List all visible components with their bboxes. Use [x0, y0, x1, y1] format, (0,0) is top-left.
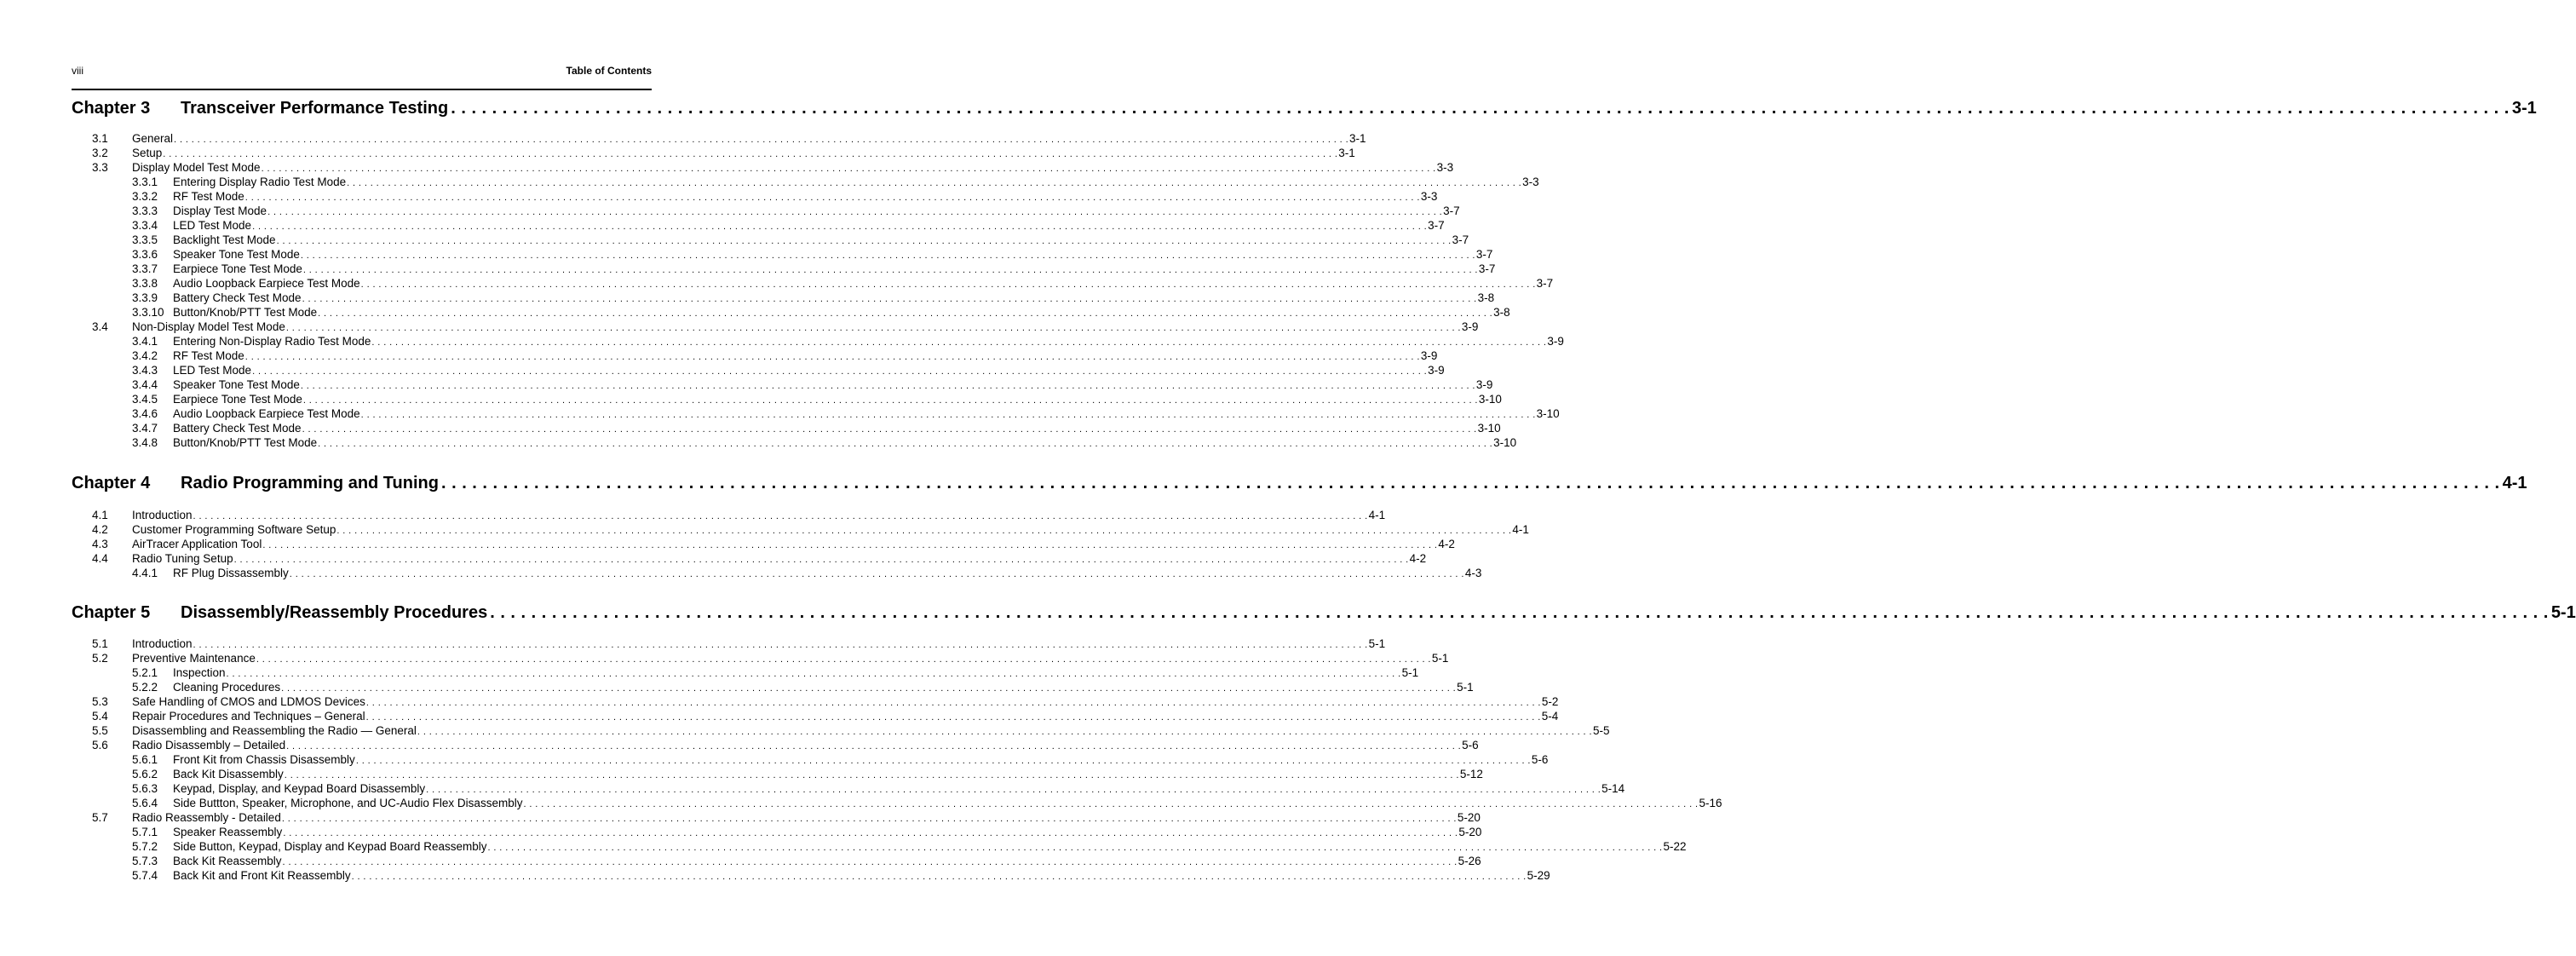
toc-entry-page: 5-26: [1458, 855, 1481, 867]
toc-entry-page: 4-2: [1438, 538, 1455, 550]
toc-entry[interactable]: [92, 636, 1386, 651]
chapter-title: Disassembly/Reassembly Procedures: [181, 603, 488, 622]
dot-leader: . . . . . . . . . . . . . . . . . . . . . . . . . . . . . . . . . . . . . . . . . . . . . . . . . . . . . . . . . . . . . . . . . . . . . . . . . . . . . . . . . . . . . . . . . . . . . . . . . . . . . . . . . . . . . . . . . . . . . . . . . . . . . . . . . . . . . . . . . . . . . . . . . . . . . . . . . . . . . . . . . . . . . . . . . . . . . . . . . . . . . . . . . . . . . . . . . . . . . . . .: [300, 251, 1475, 261]
toc-entry-title: Button/Knob/PTT Test Mode: [173, 306, 318, 319]
toc-entry-number: 4.1: [92, 509, 108, 521]
dot-leader: . . . . . . . . . . . . . . . . . . . . . . . . . . . . . . . . . . . . . . . . . . . . . . . . . . . . . . . . . . . . . . . . . . . . . . . . . . . . . . . . . . . . . . . . . . . . . . . . . . . . . . . . . . . . . . . . . . . . . . . . . . . . . . . . . . . . . . . . . . . . . . . . . . . . . . . . . . . . . . . . . . . . . . . . . . . . . . . . . . . . . . . . . . . . . . . . . . . . . . . .: [276, 236, 1452, 246]
toc-entry-page: 5-20: [1457, 811, 1481, 824]
toc-entry[interactable]: [92, 334, 1564, 348]
toc-entry-number: 3.3.9: [132, 291, 158, 304]
chapter-label: Chapter 4: [72, 474, 151, 492]
toc-entry-title: Earpiece Tone Test Mode: [173, 393, 302, 406]
toc-entry-page: 3-7: [1452, 233, 1469, 246]
toc-entry-title: Speaker Reassembly: [173, 826, 283, 838]
chapter-heading-4[interactable]: [72, 474, 2527, 494]
toc-entry[interactable]: [92, 320, 1479, 334]
toc-entry[interactable]: [92, 767, 1483, 781]
toc-entry-number: 5.7: [92, 811, 108, 824]
dot-leader: . . . . . . . . . . . . . . . . . . . . . . . . . . . . . . . . . . . . . . . . . . . . . . . . . . . . . . . . . . . . . . . . . . . . . . . . . . . . . . . . . . . . . . . . . . . . . . . . . . . . . . . . . . . . . . . . . . . . . . . . . . . . . . . . . . . . . . . . . . . . . . . . . . . . . . . . . . . . . . . . . . . . . . . . . . . . . . . . . . . . . . . . . . . . . . . . . . . . . . . .: [318, 308, 1493, 319]
toc-entry-number: 5.7.3: [132, 855, 158, 867]
toc-entry-number: 3.3.6: [132, 248, 158, 261]
toc-entry-number: 5.1: [92, 637, 108, 650]
toc-entry-title: Display Model Test Mode: [132, 161, 261, 174]
chapter-page: 4-1: [2502, 474, 2527, 492]
toc-entry-page: 5-22: [1663, 840, 1687, 853]
toc-entry-page: 3-8: [1493, 306, 1510, 319]
dot-leader: . . . . . . . . . . . . . . . . . . . . . . . . . . . . . . . . . . . . . . . . . . . . . . . . . . . . . . . . . . . . . . . . . . . . . . . . . . . . . . . . . . . . . . . . . . . . . . . . . . . . . . . . . . . . . . . . . . . . . . . . . . . . . . . . . . . . . . . . . . . . . . . . . . . . . . . . . . . . . . . . . . . . . . . . . . . . . . . . . . . . . . . . . . . . . . . . . . . . . . . .: [193, 640, 1368, 650]
toc-list-chapter-3: [92, 131, 1564, 450]
toc-entry-page: 3-9: [1475, 378, 1493, 391]
dot-leader: . . . . . . . . . . . . . . . . . . . . . . . . . . . . . . . . . . . . . . . . . . . . . . . . . . . . . . . . . . . . . . . . . . . . . . . . . . . . . . . . . . . . . . . . . . . . . . . . . . . . . . . . . . . . . . . . . . . . . . . . . . . . . . . . . . . . . . . . . . . . . . . . . . . . . . . . . . . . . . . . . . . . . . . . . . . . . . . . . . . . . . . . . . . . . . . . . . . . . . . .: [267, 207, 1443, 217]
toc-entry-title: Repair Procedures and Techniques – General: [132, 710, 365, 723]
dot-leader: . . . . . . . . . . . . . . . . . . . . . . . . . . . . . . . . . . . . . . . . . . . . . . . . . . . . . . . . . . . . . . . . . . . . . . . . . . . . . . . . . . . . . . . . . . . . . . . . . . . . . . . . . . . . . . . . . . . . . . . . . . . . . . . . . . . . . . . . . . . . . . . . . . . . . . . . . . . . . . . . . . . . . . . . . . . . . . . . . . . . . . . . . . . . . . . . . . . . . . . .: [417, 727, 1592, 737]
dot-leader: . . . . . . . . . . . . . . . . . . . . . . . . . . . . . . . . . . . . . . . . . . . . . . . . . . . . . . . . . . . . . . . . . . . . . . . . . . . . . . . . . . . . . . . . . . . . . . . . . . . . . . . . . . . . . . . . . . . . . . . . . . . . . . . . . . . . . . . . . . . . . . . . . . . . . . . . . . . . . . . . . . . . . . . . . . . . . . . . . . . . . . . . . . . . . . . . . . . . . . . .: [286, 741, 1462, 752]
toc-entry[interactable]: [92, 752, 1549, 767]
toc-entry-number: 3.4.5: [132, 393, 158, 406]
toc-entry[interactable]: [92, 363, 1445, 377]
dot-leader: . . . . . . . . . . . . . . . . . . . . . . . . . . . . . . . . . . . . . . . . . . . . . . . . . . . . . . . . . . . . . . . . . . . . . . . . . . . . . . . . . . . . . . . . . . . . . . . . . . . . . . . . . . . . . . . . . . . . . . . . . . . . . . . . . . . . . . . . . . . . . . . . . . . . . . . . . . . . . . . . . . . . . . . . . . . . . . . . . . . . . . . . . . . . . . . . . . . . . . . .: [487, 843, 1663, 853]
toc-entry-page: 5-2: [1541, 695, 1559, 708]
dot-leader: . . . . . . . . . . . . . . . . . . . . . . . . . . . . . . . . . . . . . . . . . . . . . . . . . . . . . . . . . . . . . . . . . . . . . . . . . . . . . . . . . . . . . . . . . . . . . . . . . . . . . . . . . . . . . . . . . . . . . . . . . . . . . . . . . . . . . . . . . . . . . . . . . . . . . . . . . . . . . . . . . . . . . . . . . . . . . . . . . . . . . . . . . . . . . . . . . . . . . . . .: [174, 135, 1349, 145]
toc-entry-title: Side Button, Keypad, Display and Keypad Board Reassembly: [173, 840, 487, 853]
toc-entry-title: Non-Display Model Test Mode: [132, 320, 285, 333]
toc-entry[interactable]: [92, 392, 1502, 406]
dot-leader: . . . . . . . . . . . . . . . . . . . . . . . . . . . . . . . . . . . . . . . . . . . . . . . . . . . . . . . . . . . . . . . . . . . . . . . . . . . . . . . . . . . . . . . . . . . . . . . . . . . . . . . . . . . . . . . . . . . . . . . . . . . . . . . . . . . . . . . . . . . . . . . . . . . . . . . . . . . . . . . . . . . . . . . . . . . . . . . . . . . . . . . . . . . . . . . . . . . . . . . .: [262, 540, 1438, 550]
toc-entry-title: Safe Handling of CMOS and LDMOS Devices: [132, 695, 365, 708]
toc-entry[interactable]: [92, 839, 1687, 854]
toc-entry-number: 5.3: [92, 695, 108, 708]
toc-entry-page: 4-3: [1464, 567, 1482, 579]
dot-leader: . . . . . . . . . . . . . . . . . . . . . . . . . . . . . . . . . . . . . . . . . . . . . . . . . . . . . . . . . . . . . . . . . . . . . . . . . . . . . . . . . . . . . . . . . . . . . . . . . . . . . . . . . . . . . . . . . . . . . . . . . . . . . . . . . . . . . . . . . . . . . . . . . . . . . . . . . . . . . . . . . . . . . . . . . . . . . . . . . . . . . . . . . . . . . . . . . . . . . . . .: [289, 569, 1464, 579]
dot-leader: . . . . . . . . . . . . . . . . . . . . . . . . . . . . . . . . . . . . . . . . . . . . . . . . . . . . . . . . . . . . . . . . . . . . . . . . . . . . . . . . . . . . . . . . . . . . . . . . . . . . . . . . . . . . . . . . . . . . . . . . . . . . . . . . . . . . . . . . . . . . . . . . . . . . . . . . . . . . . . . . . . . . . . . . . . . . . . . . . . . . . . . . . . . . . . . . . . . . . . . .: [440, 474, 2500, 492]
dot-leader: . . . . . . . . . . . . . . . . . . . . . . . . . . . . . . . . . . . . . . . . . . . . . . . . . . . . . . . . . . . . . . . . . . . . . . . . . . . . . . . . . . . . . . . . . . . . . . . . . . . . . . . . . . . . . . . . . . . . . . . . . . . . . . . . . . . . . . . . . . . . . . . . . . . . . . . . . . . . . . . . . . . . . . . . . . . . . . . . . . . . . . . . . . . . . . . . . . . . . . . .: [490, 603, 2549, 622]
chapter-label: Chapter 3: [72, 99, 151, 118]
toc-entry[interactable]: [92, 421, 1501, 435]
toc-entry-title: Inspection: [173, 666, 226, 679]
dot-leader: . . . . . . . . . . . . . . . . . . . . . . . . . . . . . . . . . . . . . . . . . . . . . . . . . . . . . . . . . . . . . . . . . . . . . . . . . . . . . . . . . . . . . . . . . . . . . . . . . . . . . . . . . . . . . . . . . . . . . . . . . . . . . . . . . . . . . . . . . . . . . . . . . . . . . . . . . . . . . . . . . . . . . . . . . . . . . . . . . . . . . . . . . . . . . . . . . . . . . . . .: [284, 770, 1459, 780]
toc-entry-number: 3.4: [92, 320, 108, 333]
toc-entry-title: Speaker Tone Test Mode: [173, 248, 300, 261]
toc-entry-page: 4-2: [1409, 552, 1427, 565]
toc-entry-page: 5-14: [1601, 782, 1625, 795]
toc-entry-number: 5.6.3: [132, 782, 158, 795]
toc-entry-page: 3-7: [1478, 262, 1496, 275]
dot-leader: . . . . . . . . . . . . . . . . . . . . . . . . . . . . . . . . . . . . . . . . . . . . . . . . . . . . . . . . . . . . . . . . . . . . . . . . . . . . . . . . . . . . . . . . . . . . . . . . . . . . . . . . . . . . . . . . . . . . . . . . . . . . . . . . . . . . . . . . . . . . . . . . . . . . . . . . . . . . . . . . . . . . . . . . . . . . . . . . . . . . . . . . . . . . . . . . . . . . . . . .: [302, 395, 1478, 406]
chapter-title: Transceiver Performance Testing: [181, 99, 449, 118]
toc-entry-title: RF Plug Dissassembly: [173, 567, 289, 579]
toc-entry-number: 5.6.1: [132, 753, 158, 766]
header-divider: [72, 89, 652, 90]
toc-entry-number: 5.5: [92, 724, 108, 737]
toc-entry-number: 3.4.7: [132, 422, 158, 435]
toc-entry-number: 3.4.2: [132, 349, 158, 362]
toc-entry-title: Speaker Tone Test Mode: [173, 378, 300, 391]
toc-entry-page: 3-10: [1477, 422, 1501, 435]
toc-entry-number: 3.4.4: [132, 378, 158, 391]
toc-entry[interactable]: [92, 537, 1455, 551]
dot-leader: . . . . . . . . . . . . . . . . . . . . . . . . . . . . . . . . . . . . . . . . . . . . . . . . . . . . . . . . . . . . . . . . . . . . . . . . . . . . . . . . . . . . . . . . . . . . . . . . . . . . . . . . . . . . . . . . . . . . . . . . . . . . . . . . . . . . . . . . . . . . . . . . . . . . . . . . . . . . . . . . . . . . . . . . . . . . . . . . . . . . . . . . . . . . . . . . . . . . . . . .: [360, 279, 1536, 290]
chapter-heading-3[interactable]: [72, 99, 2537, 119]
toc-entry-title: Front Kit from Chassis Disassembly: [173, 753, 355, 766]
toc-entry-title: Disassembling and Reassembling the Radio — General: [132, 724, 417, 737]
toc-entry[interactable]: [92, 276, 1554, 291]
toc-entry-page: 5-16: [1699, 797, 1722, 809]
toc-entry-title: Introduction: [132, 509, 193, 521]
toc-entry-number: 5.4: [92, 710, 108, 723]
toc-entry-page: 5-1: [1431, 652, 1449, 665]
toc-entry-page: 3-3: [1436, 161, 1454, 174]
dot-leader: . . . . . . . . . . . . . . . . . . . . . . . . . . . . . . . . . . . . . . . . . . . . . . . . . . . . . . . . . . . . . . . . . . . . . . . . . . . . . . . . . . . . . . . . . . . . . . . . . . . . . . . . . . . . . . . . . . . . . . . . . . . . . . . . . . . . . . . . . . . . . . . . . . . . . . . . . . . . . . . . . . . . . . . . . . . . . . . . . . . . . . . . . . . . . . . . . . . . . . . .: [302, 424, 1477, 435]
dot-leader: . . . . . . . . . . . . . . . . . . . . . . . . . . . . . . . . . . . . . . . . . . . . . . . . . . . . . . . . . . . . . . . . . . . . . . . . . . . . . . . . . . . . . . . . . . . . . . . . . . . . . . . . . . . . . . . . . . . . . . . . . . . . . . . . . . . . . . . . . . . . . . . . . . . . . . . . . . . . . . . . . . . . . . . . . . . . . . . . . . . . . . . . . . . . . . . . . . . . . . . .: [365, 698, 1541, 708]
toc-entry-title: RF Test Mode: [173, 349, 244, 362]
dot-leader: . . . . . . . . . . . . . . . . . . . . . . . . . . . . . . . . . . . . . . . . . . . . . . . . . . . . . . . . . . . . . . . . . . . . . . . . . . . . . . . . . . . . . . . . . . . . . . . . . . . . . . . . . . . . . . . . . . . . . . . . . . . . . . . . . . . . . . . . . . . . . . . . . . . . . . . . . . . . . . . . . . . . . . . . . . . . . . . . . . . . . . . . . . . . . . . . . . . . . . . .: [282, 857, 1458, 867]
toc-entry-title: Radio Tuning Setup: [132, 552, 233, 565]
toc-entry-page: 3-7: [1536, 277, 1554, 290]
toc-entry[interactable]: [92, 435, 1517, 450]
dot-leader: . . . . . . . . . . . . . . . . . . . . . . . . . . . . . . . . . . . . . . . . . . . . . . . . . . . . . . . . . . . . . . . . . . . . . . . . . . . . . . . . . . . . . . . . . . . . . . . . . . . . . . . . . . . . . . . . . . . . . . . . . . . . . . . . . . . . . . . . . . . . . . . . . . . . . . . . . . . . . . . . . . . . . . . . . . . . . . . . . . . . . . . . . . . . . . . . . . . . . . . .: [302, 265, 1478, 275]
dot-leader: . . . . . . . . . . . . . . . . . . . . . . . . . . . . . . . . . . . . . . . . . . . . . . . . . . . . . . . . . . . . . . . . . . . . . . . . . . . . . . . . . . . . . . . . . . . . . . . . . . . . . . . . . . . . . . . . . . . . . . . . . . . . . . . . . . . . . . . . . . . . . . . . . . . . . . . . . . . . . . . . . . . . . . . . . . . . . . . . . . . . . . . . . . . . . . . . . . . . . . . .: [256, 654, 1431, 665]
dot-leader: . . . . . . . . . . . . . . . . . . . . . . . . . . . . . . . . . . . . . . . . . . . . . . . . . . . . . . . . . . . . . . . . . . . . . . . . . . . . . . . . . . . . . . . . . . . . . . . . . . . . . . . . . . . . . . . . . . . . . . . . . . . . . . . . . . . . . . . . . . . . . . . . . . . . . . . . . . . . . . . . . . . . . . . . . . . . . . . . . . . . . . . . . . . . . . . . . . . . . . . .: [261, 164, 1436, 174]
toc-entry[interactable]: [92, 825, 1482, 839]
toc-entry-page: 5-29: [1527, 869, 1550, 882]
toc-entry-number: 4.3: [92, 538, 108, 550]
toc-entry[interactable]: [92, 738, 1479, 752]
toc-entry-number: 5.6: [92, 739, 108, 752]
toc-entry-title: Button/Knob/PTT Test Mode: [173, 436, 318, 449]
toc-entry-title: Radio Disassembly – Detailed: [132, 739, 286, 752]
toc-entry[interactable]: [92, 305, 1510, 320]
dot-leader: . . . . . . . . . . . . . . . . . . . . . . . . . . . . . . . . . . . . . . . . . . . . . . . . . . . . . . . . . . . . . . . . . . . . . . . . . . . . . . . . . . . . . . . . . . . . . . . . . . . . . . . . . . . . . . . . . . . . . . . . . . . . . . . . . . . . . . . . . . . . . . . . . . . . . . . . . . . . . . . . . . . . . . . . . . . . . . . . . . . . . . . . . . . . . . . . . . . . . . . .: [302, 294, 1477, 304]
toc-entry-page: 3-10: [1536, 407, 1560, 420]
toc-entry-title: General: [132, 132, 174, 145]
dot-leader: . . . . . . . . . . . . . . . . . . . . . . . . . . . . . . . . . . . . . . . . . . . . . . . . . . . . . . . . . . . . . . . . . . . . . . . . . . . . . . . . . . . . . . . . . . . . . . . . . . . . . . . . . . . . . . . . . . . . . . . . . . . . . . . . . . . . . . . . . . . . . . . . . . . . . . . . . . . . . . . . . . . . . . . . . . . . . . . . . . . . . . . . . . . . . . . . . . . . . . . .: [233, 555, 1409, 565]
toc-entry[interactable]: [92, 233, 1469, 247]
chapter-page: 5-1: [2550, 603, 2576, 622]
toc-entry-page: 3-10: [1493, 436, 1517, 449]
toc-entry-page: 3-1: [1349, 132, 1366, 145]
toc-entry-page: 5-6: [1531, 753, 1549, 766]
toc-entry-number: 4.4.1: [132, 567, 158, 579]
toc-entry-title: RF Test Mode: [173, 190, 244, 203]
toc-entry-page: 3-7: [1428, 219, 1445, 232]
toc-entry-page: 3-8: [1477, 291, 1495, 304]
toc-entry-page: 5-5: [1592, 724, 1610, 737]
toc-entry[interactable]: [92, 131, 1366, 146]
toc-entry-title: Audio Loopback Earpiece Test Mode: [173, 277, 360, 290]
toc-entry-page: 3-1: [1338, 147, 1355, 159]
dot-leader: . . . . . . . . . . . . . . . . . . . . . . . . . . . . . . . . . . . . . . . . . . . . . . . . . . . . . . . . . . . . . . . . . . . . . . . . . . . . . . . . . . . . . . . . . . . . . . . . . . . . . . . . . . . . . . . . . . . . . . . . . . . . . . . . . . . . . . . . . . . . . . . . . . . . . . . . . . . . . . . . . . . . . . . . . . . . . . . . . . . . . . . . . . . . . . . . . . . . . . . .: [426, 785, 1601, 795]
page-number: viii: [72, 65, 83, 77]
toc-entry[interactable]: [92, 262, 1496, 276]
toc-entry[interactable]: [92, 146, 1355, 160]
toc-entry[interactable]: [92, 781, 1625, 796]
dot-leader: . . . . . . . . . . . . . . . . . . . . . . . . . . . . . . . . . . . . . . . . . . . . . . . . . . . . . . . . . . . . . . . . . . . . . . . . . . . . . . . . . . . . . . . . . . . . . . . . . . . . . . . . . . . . . . . . . . . . . . . . . . . . . . . . . . . . . . . . . . . . . . . . . . . . . . . . . . . . . . . . . . . . . . . . . . . . . . . . . . . . . . . . . . . . . . . . . . . . . . . .: [285, 323, 1461, 333]
toc-entry-page: 5-1: [1457, 681, 1474, 694]
toc-entry-number: 5.7.4: [132, 869, 158, 882]
dot-leader: . . . . . . . . . . . . . . . . . . . . . . . . . . . . . . . . . . . . . . . . . . . . . . . . . . . . . . . . . . . . . . . . . . . . . . . . . . . . . . . . . . . . . . . . . . . . . . . . . . . . . . . . . . . . . . . . . . . . . . . . . . . . . . . . . . . . . . . . . . . . . . . . . . . . . . . . . . . . . . . . . . . . . . . . . . . . . . . . . . . . . . . . . . . . . . . . . . . . . . . .: [336, 526, 1512, 536]
toc-entry-title: Back Kit Disassembly: [173, 768, 284, 780]
toc-entry-page: 3-10: [1478, 393, 1502, 406]
dot-leader: . . . . . . . . . . . . . . . . . . . . . . . . . . . . . . . . . . . . . . . . . . . . . . . . . . . . . . . . . . . . . . . . . . . . . . . . . . . . . . . . . . . . . . . . . . . . . . . . . . . . . . . . . . . . . . . . . . . . . . . . . . . . . . . . . . . . . . . . . . . . . . . . . . . . . . . . . . . . . . . . . . . . . . . . . . . . . . . . . . . . . . . . . . . . . . . . . . . . . . . .: [283, 828, 1458, 838]
toc-entry-page: 4-1: [1368, 509, 1386, 521]
toc-entry-page: 3-3: [1522, 176, 1539, 188]
toc-entry-number: 3.3.2: [132, 190, 158, 203]
chapter-page: 3-1: [2511, 99, 2537, 118]
toc-entry-page: 5-4: [1541, 710, 1559, 723]
toc-entry-number: 5.2: [92, 652, 108, 665]
dot-leader: . . . . . . . . . . . . . . . . . . . . . . . . . . . . . . . . . . . . . . . . . . . . . . . . . . . . . . . . . . . . . . . . . . . . . . . . . . . . . . . . . . . . . . . . . . . . . . . . . . . . . . . . . . . . . . . . . . . . . . . . . . . . . . . . . . . . . . . . . . . . . . . . . . . . . . . . . . . . . . . . . . . . . . . . . . . . . . . . . . . . . . . . . . . . . . . . . . . . . . . .: [163, 149, 1338, 159]
dot-leader: . . . . . . . . . . . . . . . . . . . . . . . . . . . . . . . . . . . . . . . . . . . . . . . . . . . . . . . . . . . . . . . . . . . . . . . . . . . . . . . . . . . . . . . . . . . . . . . . . . . . . . . . . . . . . . . . . . . . . . . . . . . . . . . . . . . . . . . . . . . . . . . . . . . . . . . . . . . . . . . . . . . . . . . . . . . . . . . . . . . . . . . . . . . . . . . . . . . . . . . .: [281, 683, 1457, 694]
dot-leader: . . . . . . . . . . . . . . . . . . . . . . . . . . . . . . . . . . . . . . . . . . . . . . . . . . . . . . . . . . . . . . . . . . . . . . . . . . . . . . . . . . . . . . . . . . . . . . . . . . . . . . . . . . . . . . . . . . . . . . . . . . . . . . . . . . . . . . . . . . . . . . . . . . . . . . . . . . . . . . . . . . . . . . . . . . . . . . . . . . . . . . . . . . . . . . . . . . . . . . . .: [360, 410, 1536, 420]
toc-entry[interactable]: [92, 522, 1529, 537]
toc-entry[interactable]: [92, 723, 1610, 738]
toc-entry-title: Entering Display Radio Test Mode: [173, 176, 347, 188]
toc-entry-title: Back Kit and Front Kit Reassembly: [173, 869, 351, 882]
toc-entry[interactable]: [92, 406, 1560, 421]
toc-entry-number: 3.3.1: [132, 176, 158, 188]
toc-entry-page: 5-12: [1459, 768, 1483, 780]
toc-entry[interactable]: [92, 854, 1481, 868]
toc-entry-number: 3.3.3: [132, 204, 158, 217]
toc-entry-number: 3.4.6: [132, 407, 158, 420]
toc-entry-page: 3-9: [1428, 364, 1445, 377]
toc-entry-number: 5.2.1: [132, 666, 158, 679]
toc-entry-number: 3.3.10: [132, 306, 164, 319]
toc-entry-title: Setup: [132, 147, 163, 159]
toc-entry-title: Customer Programming Software Setup: [132, 523, 336, 536]
toc-entry[interactable]: [92, 651, 1449, 665]
toc-entry[interactable]: [92, 810, 1481, 825]
toc-entry-title: LED Test Mode: [173, 364, 252, 377]
toc-entry[interactable]: [92, 566, 1482, 580]
toc-entry-page: 5-20: [1458, 826, 1482, 838]
toc-entry-title: Cleaning Procedures: [173, 681, 281, 694]
toc-entry-title: Backlight Test Mode: [173, 233, 276, 246]
toc-entry-page: 3-9: [1420, 349, 1438, 362]
toc-entry[interactable]: [92, 709, 1559, 723]
toc-entry-title: LED Test Mode: [173, 219, 252, 232]
chapter-title: Radio Programming and Tuning: [181, 474, 439, 492]
toc-entry[interactable]: [92, 665, 1419, 680]
dot-leader: . . . . . . . . . . . . . . . . . . . . . . . . . . . . . . . . . . . . . . . . . . . . . . . . . . . . . . . . . . . . . . . . . . . . . . . . . . . . . . . . . . . . . . . . . . . . . . . . . . . . . . . . . . . . . . . . . . . . . . . . . . . . . . . . . . . . . . . . . . . . . . . . . . . . . . . . . . . . . . . . . . . . . . . . . . . . . . . . . . . . . . . . . . . . . . . . . . . . . . . .: [193, 511, 1368, 521]
toc-entry-title: Battery Check Test Mode: [173, 291, 302, 304]
dot-leader: . . . . . . . . . . . . . . . . . . . . . . . . . . . . . . . . . . . . . . . . . . . . . . . . . . . . . . . . . . . . . . . . . . . . . . . . . . . . . . . . . . . . . . . . . . . . . . . . . . . . . . . . . . . . . . . . . . . . . . . . . . . . . . . . . . . . . . . . . . . . . . . . . . . . . . . . . . . . . . . . . . . . . . . . . . . . . . . . . . . . . . . . . . . . . . . . . . . . . . . .: [523, 799, 1699, 809]
toc-entry-number: 3.4.8: [132, 436, 158, 449]
dot-leader: . . . . . . . . . . . . . . . . . . . . . . . . . . . . . . . . . . . . . . . . . . . . . . . . . . . . . . . . . . . . . . . . . . . . . . . . . . . . . . . . . . . . . . . . . . . . . . . . . . . . . . . . . . . . . . . . . . . . . . . . . . . . . . . . . . . . . . . . . . . . . . . . . . . . . . . . . . . . . . . . . . . . . . . . . . . . . . . . . . . . . . . . . . . . . . . . . . . . . . . .: [351, 872, 1527, 882]
toc-entry-page: 3-3: [1420, 190, 1438, 203]
toc-entry-page: 3-7: [1443, 204, 1460, 217]
dot-leader: . . . . . . . . . . . . . . . . . . . . . . . . . . . . . . . . . . . . . . . . . . . . . . . . . . . . . . . . . . . . . . . . . . . . . . . . . . . . . . . . . . . . . . . . . . . . . . . . . . . . . . . . . . . . . . . . . . . . . . . . . . . . . . . . . . . . . . . . . . . . . . . . . . . . . . . . . . . . . . . . . . . . . . . . . . . . . . . . . . . . . . . . . . . . . . . . . . . . . . . .: [244, 193, 1420, 203]
dot-leader: . . . . . . . . . . . . . . . . . . . . . . . . . . . . . . . . . . . . . . . . . . . . . . . . . . . . . . . . . . . . . . . . . . . . . . . . . . . . . . . . . . . . . . . . . . . . . . . . . . . . . . . . . . . . . . . . . . . . . . . . . . . . . . . . . . . . . . . . . . . . . . . . . . . . . . . . . . . . . . . . . . . . . . . . . . . . . . . . . . . . . . . . . . . . . . . . . . . . . . . .: [355, 756, 1531, 766]
toc-entry[interactable]: [92, 204, 1460, 218]
dot-leader: . . . . . . . . . . . . . . . . . . . . . . . . . . . . . . . . . . . . . . . . . . . . . . . . . . . . . . . . . . . . . . . . . . . . . . . . . . . . . . . . . . . . . . . . . . . . . . . . . . . . . . . . . . . . . . . . . . . . . . . . . . . . . . . . . . . . . . . . . . . . . . . . . . . . . . . . . . . . . . . . . . . . . . . . . . . . . . . . . . . . . . . . . . . . . . . . . . . . . . . .: [252, 366, 1428, 377]
toc-entry-title: Introduction: [132, 637, 193, 650]
toc-entry[interactable]: [92, 291, 1495, 305]
running-header: Table of Contents: [566, 65, 652, 77]
toc-entry[interactable]: [92, 348, 1438, 363]
toc-entry-number: 4.4: [92, 552, 108, 565]
toc-entry-number: 3.4.3: [132, 364, 158, 377]
toc-entry-title: Earpiece Tone Test Mode: [173, 262, 302, 275]
toc-entry-number: 3.3: [92, 161, 108, 174]
toc-entry-title: Radio Reassembly - Detailed: [132, 811, 281, 824]
toc-entry-page: 3-7: [1475, 248, 1493, 261]
toc-entry-number: 5.7.1: [132, 826, 158, 838]
dot-leader: . . . . . . . . . . . . . . . . . . . . . . . . . . . . . . . . . . . . . . . . . . . . . . . . . . . . . . . . . . . . . . . . . . . . . . . . . . . . . . . . . . . . . . . . . . . . . . . . . . . . . . . . . . . . . . . . . . . . . . . . . . . . . . . . . . . . . . . . . . . . . . . . . . . . . . . . . . . . . . . . . . . . . . . . . . . . . . . . . . . . . . . . . . . . . . . . . . . . . . . .: [365, 712, 1541, 723]
toc-entry-number: 5.2.2: [132, 681, 158, 694]
chapter-label: Chapter 5: [72, 603, 151, 622]
toc-entry-number: 3.3.5: [132, 233, 158, 246]
toc-entry-title: Back Kit Reassembly: [173, 855, 282, 867]
toc-entry-page: 4-1: [1512, 523, 1529, 536]
dot-leader: . . . . . . . . . . . . . . . . . . . . . . . . . . . . . . . . . . . . . . . . . . . . . . . . . . . . . . . . . . . . . . . . . . . . . . . . . . . . . . . . . . . . . . . . . . . . . . . . . . . . . . . . . . . . . . . . . . . . . . . . . . . . . . . . . . . . . . . . . . . . . . . . . . . . . . . . . . . . . . . . . . . . . . . . . . . . . . . . . . . . . . . . . . . . . . . . . . . . . . . .: [226, 669, 1401, 679]
dot-leader: . . . . . . . . . . . . . . . . . . . . . . . . . . . . . . . . . . . . . . . . . . . . . . . . . . . . . . . . . . . . . . . . . . . . . . . . . . . . . . . . . . . . . . . . . . . . . . . . . . . . . . . . . . . . . . . . . . . . . . . . . . . . . . . . . . . . . . . . . . . . . . . . . . . . . . . . . . . . . . . . . . . . . . . . . . . . . . . . . . . . . . . . . . . . . . . . . . . . . . . .: [318, 439, 1493, 449]
toc-entry-page: 5-1: [1368, 637, 1386, 650]
toc-entry[interactable]: [92, 796, 1722, 810]
toc-entry-title: AirTracer Application Tool: [132, 538, 262, 550]
dot-leader: . . . . . . . . . . . . . . . . . . . . . . . . . . . . . . . . . . . . . . . . . . . . . . . . . . . . . . . . . . . . . . . . . . . . . . . . . . . . . . . . . . . . . . . . . . . . . . . . . . . . . . . . . . . . . . . . . . . . . . . . . . . . . . . . . . . . . . . . . . . . . . . . . . . . . . . . . . . . . . . . . . . . . . . . . . . . . . . . . . . . . . . . . . . . . . . . . . . . . . . .: [244, 352, 1420, 362]
toc-entry-title: Battery Check Test Mode: [173, 422, 302, 435]
toc-entry[interactable]: [92, 218, 1445, 233]
dot-leader: . . . . . . . . . . . . . . . . . . . . . . . . . . . . . . . . . . . . . . . . . . . . . . . . . . . . . . . . . . . . . . . . . . . . . . . . . . . . . . . . . . . . . . . . . . . . . . . . . . . . . . . . . . . . . . . . . . . . . . . . . . . . . . . . . . . . . . . . . . . . . . . . . . . . . . . . . . . . . . . . . . . . . . . . . . . . . . . . . . . . . . . . . . . . . . . . . . . . . . . .: [300, 381, 1475, 391]
toc-entry-number: 5.7.2: [132, 840, 158, 853]
dot-leader: . . . . . . . . . . . . . . . . . . . . . . . . . . . . . . . . . . . . . . . . . . . . . . . . . . . . . . . . . . . . . . . . . . . . . . . . . . . . . . . . . . . . . . . . . . . . . . . . . . . . . . . . . . . . . . . . . . . . . . . . . . . . . . . . . . . . . . . . . . . . . . . . . . . . . . . . . . . . . . . . . . . . . . . . . . . . . . . . . . . . . . . . . . . . . . . . . . . . . . . .: [281, 814, 1457, 824]
toc-entry-page: 3-9: [1547, 335, 1564, 348]
toc-list-chapter-4: [92, 508, 1529, 580]
dot-leader: . . . . . . . . . . . . . . . . . . . . . . . . . . . . . . . . . . . . . . . . . . . . . . . . . . . . . . . . . . . . . . . . . . . . . . . . . . . . . . . . . . . . . . . . . . . . . . . . . . . . . . . . . . . . . . . . . . . . . . . . . . . . . . . . . . . . . . . . . . . . . . . . . . . . . . . . . . . . . . . . . . . . . . . . . . . . . . . . . . . . . . . . . . . . . . . . . . . . . . . .: [371, 337, 1547, 348]
toc-entry-number: 3.3.4: [132, 219, 158, 232]
toc-entry-page: 5-6: [1462, 739, 1479, 752]
toc-entry-number: 5.6.2: [132, 768, 158, 780]
toc-entry-number: 4.2: [92, 523, 108, 536]
toc-list-chapter-5: [92, 636, 1722, 883]
chapter-heading-5[interactable]: [72, 603, 2576, 624]
dot-leader: . . . . . . . . . . . . . . . . . . . . . . . . . . . . . . . . . . . . . . . . . . . . . . . . . . . . . . . . . . . . . . . . . . . . . . . . . . . . . . . . . . . . . . . . . . . . . . . . . . . . . . . . . . . . . . . . . . . . . . . . . . . . . . . . . . . . . . . . . . . . . . . . . . . . . . . . . . . . . . . . . . . . . . . . . . . . . . . . . . . . . . . . . . . . . . . . . . . . . . . .: [252, 222, 1428, 232]
toc-entry[interactable]: [92, 694, 1559, 709]
toc-entry[interactable]: [92, 189, 1438, 204]
toc-entry[interactable]: [92, 247, 1493, 262]
toc-entry-page: 5-1: [1401, 666, 1419, 679]
toc-entry-title: Entering Non-Display Radio Test Mode: [173, 335, 371, 348]
toc-entry-page: 3-9: [1461, 320, 1479, 333]
toc-entry-title: Side Buttton, Speaker, Microphone, and UC-Audio Flex Disassembly: [173, 797, 523, 809]
toc-entry-title: Keypad, Display, and Keypad Board Disassembly: [173, 782, 426, 795]
toc-entry[interactable]: [92, 175, 1539, 189]
toc-entry-number: 3.1: [92, 132, 108, 145]
toc-entry-number: 5.6.4: [132, 797, 158, 809]
toc-entry-number: 3.3.7: [132, 262, 158, 275]
toc-entry[interactable]: [92, 680, 1474, 694]
toc-entry[interactable]: [92, 868, 1550, 883]
dot-leader: . . . . . . . . . . . . . . . . . . . . . . . . . . . . . . . . . . . . . . . . . . . . . . . . . . . . . . . . . . . . . . . . . . . . . . . . . . . . . . . . . . . . . . . . . . . . . . . . . . . . . . . . . . . . . . . . . . . . . . . . . . . . . . . . . . . . . . . . . . . . . . . . . . . . . . . . . . . . . . . . . . . . . . . . . . . . . . . . . . . . . . . . . . . . . . . . . . . . . . . .: [451, 99, 2510, 118]
toc-entry-number: 3.2: [92, 147, 108, 159]
toc-entry-number: 3.4.1: [132, 335, 158, 348]
toc-entry[interactable]: [92, 160, 1454, 175]
toc-entry[interactable]: [92, 377, 1493, 392]
toc-entry[interactable]: [92, 551, 1427, 566]
toc-entry[interactable]: [92, 508, 1386, 522]
toc-entry-number: 3.3.8: [132, 277, 158, 290]
toc-entry-title: Audio Loopback Earpiece Test Mode: [173, 407, 360, 420]
dot-leader: . . . . . . . . . . . . . . . . . . . . . . . . . . . . . . . . . . . . . . . . . . . . . . . . . . . . . . . . . . . . . . . . . . . . . . . . . . . . . . . . . . . . . . . . . . . . . . . . . . . . . . . . . . . . . . . . . . . . . . . . . . . . . . . . . . . . . . . . . . . . . . . . . . . . . . . . . . . . . . . . . . . . . . . . . . . . . . . . . . . . . . . . . . . . . . . . . . . . . . . .: [347, 178, 1522, 188]
toc-entry-title: Preventive Maintenance: [132, 652, 256, 665]
toc-entry-title: Display Test Mode: [173, 204, 267, 217]
